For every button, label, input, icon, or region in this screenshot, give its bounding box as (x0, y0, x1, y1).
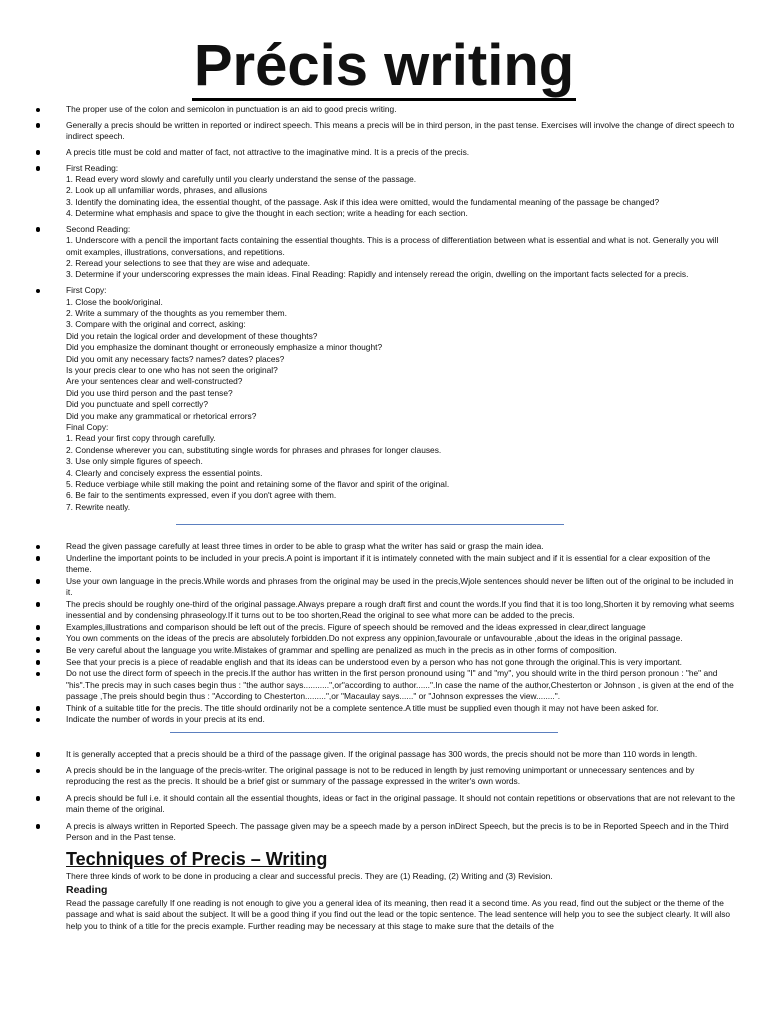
list-item-text: The precis should be roughly one-third of the original passage.Always prepare a rough draft first and count the words.If you find that it is too long,Shorten it by removing what seems inessential and by condensing phraseology.If it turns out to be too shorten,Read the original to see what more can be added to the precis. (66, 598, 735, 621)
section-divider (170, 732, 558, 733)
list-item (30, 633, 736, 644)
list-item-text: 3. Identify the dominating idea, the essential thought, of the passage. Ask if this idea were omitted, would the fundamental meaning of the passage be changed? (66, 196, 660, 207)
list-item (30, 765, 736, 788)
list-item-text: 1. Close the book/original. (66, 296, 163, 307)
list-item-text: The proper use of the colon and semicolon in punctuation is an aid to good precis writing. (66, 104, 397, 114)
list-item-text: 2. Look up all unfamiliar words, phrases, and allusions (66, 185, 268, 196)
list-item-text: 2. Reread your selections to see that they are wise and adequate. (66, 258, 310, 269)
list-item-text: Did you make any grammatical or rhetorical errors? (66, 410, 257, 421)
list-item-text: A precis should be full i.e. it should contain all the essential thoughts, ideas or fact in the original passage. It should not contain repetitions or observations that are not relevant to the main theme of the original. (66, 792, 736, 815)
list-item (30, 599, 736, 622)
reading-subheading: Reading (66, 883, 108, 896)
list-item-text: Are your sentences clear and well-constructed? (66, 376, 243, 387)
list-item-text: 7. Rewrite neatly. (66, 501, 131, 512)
list-item-text: 2. Condense wherever you can, substituting single words for phrases and phrases for longer clauses. (66, 444, 442, 455)
list-item (30, 576, 736, 599)
list-item-text: 4. Determine what emphasis and space to give the thought in each section; write a heading for each section. (66, 208, 468, 219)
techniques-heading: Techniques of Precis – Writing (66, 848, 328, 869)
bullet-list-guidelines (30, 104, 736, 513)
list-item (30, 622, 736, 633)
list-item (30, 120, 736, 143)
reading-paragraph: Read the passage carefully If one reading is not enough to give you a general idea of its meaning, then read it a second time. As you read, find out the subject or the theme of the passage and what is said about the subject. It will be a good thing if you find out the lead or the topic sentence. The lead sentence will help you to see the subject clearly. It will also help you to think of a title for the precis example. Further reading may be necessary at this stage to make sure that the details of the (66, 897, 731, 931)
list-item-text: 6. Be fair to the sentiments expressed, even if you don't agree with them. (66, 490, 337, 501)
list-item (30, 749, 736, 760)
list-item (30, 793, 736, 816)
list-item-text: Indicate the number of words in your precis at its end. (66, 714, 265, 725)
list-item-text: Do not use the direct form of speech in the precis.If the author has written in the first person pronound using "I" and "my", you should write in the third person pronoun : "he" and "his".The precis may in such cases begin thus : "the author says...........",or"according to author......".In case the name of the author,Chesterton or Johnson , is given at the end of the passage ,The preis should begin thus : "According to Chesterton.........",or "Macaulay says......" or "Johnson expresses the view........". (66, 668, 734, 702)
list-item-text: 3. Use only simple figures of speech. (66, 456, 203, 467)
list-item (30, 645, 736, 656)
bullet-list-principles (30, 749, 736, 844)
list-item-text: 4. Clearly and concisely express the essential points. (66, 467, 263, 478)
list-item (30, 553, 736, 576)
list-item-text: Final Copy: (66, 422, 109, 433)
list-item-text: A precis is always written in Reported Speech. The passage given may be a speech made by a person inDirect Speech, but the precis is to be in Reported Speech and in the Third Person and in the Past tense. (66, 820, 729, 843)
list-item-text: Underline the important points to be included in your precis.A point is important if it is intimately conneted with the main subject and if it is essential for a clear exposition of the theme. (66, 552, 711, 575)
list-item (30, 703, 736, 714)
list-item-first-reading (30, 163, 736, 220)
list-item-first-copy (30, 285, 736, 513)
list-item-text: 5. Reduce verbiage while still making the point and retaining some of the flavor and spirit of the original. (66, 479, 450, 490)
list-item-text: Did you emphasize the dominant thought or erroneously emphasize a minor thought? (66, 342, 383, 353)
list-item (30, 821, 736, 844)
list-item-text: Did you punctuate and spell correctly? (66, 399, 208, 410)
list-item-text: A precis should be in the language of the precis-writer. The original passage is not to be reduced in length by just removing unimportant or unnecessary sentences and by reproducing the rest as the precis. It should be a brief gist or summary of the passage expressed in the writer's own words. (66, 765, 695, 787)
list-item (30, 147, 736, 158)
techniques-intro: There three kinds of work to be done in producing a clear and successful precis. They are (1) Reading, (2) Writing and (3) Revision. (66, 870, 553, 881)
list-item-text: Think of a suitable title for the precis. The title should ordinarily not be a complete sentence.A title must be supplied even though it may not have been asked for. (66, 702, 659, 713)
list-item (30, 541, 736, 552)
list-item-text: Use your own language in the precis.While words and phrases from the original may be used in the precis,Wjole sentences should never be liften out of the original to be included in it. (66, 575, 734, 598)
list-item-text: First Reading: (66, 162, 119, 173)
list-item-text: Did you omit any necessary facts? names? dates? places? (66, 353, 285, 364)
list-item-text: Read the given passage carefully at least three times in order to be able to grasp what the writer has said or grasp the main idea. (66, 541, 544, 552)
list-item-text: See that your precis is a piece of readable english and that its ideas can be understood even by a person who has not gone through the original.This is very important. (66, 656, 682, 667)
bullet-list-rules (30, 541, 736, 725)
list-item-text: It is generally accepted that a precis should be a third of the passage given. If the original passage has 300 words, the precis should not be more than 110 words in length. (66, 748, 698, 759)
list-item-text: 1. Underscore with a pencil the important facts containing the essential thoughts. This is a process of differentiation between what is essential and what is not. Generally you will omit examples, illustrations, conversations, and repetitions. (66, 235, 719, 257)
list-item-text: 1. Read every word slowly and carefully until you clearly understand the sense of the passage. (66, 173, 417, 184)
list-item-text: Did you retain the logical order and development of these thoughts? (66, 330, 318, 341)
list-item-text: 3. Compare with the original and correct, asking: (66, 319, 246, 330)
list-item (30, 657, 736, 668)
section-divider (176, 524, 564, 525)
list-item-text: 2. Write a summary of the thoughts as you remember them. (66, 307, 287, 318)
list-item-text: Is your precis clear to one who has not seen the original? (66, 365, 278, 376)
list-item (30, 668, 736, 702)
list-item-text: Be very careful about the language you write.Mistakes of grammar and spelling are penalized as much in the precis as in other forms of composition. (66, 645, 617, 656)
list-item-text: First Copy: (66, 285, 107, 296)
list-item-text: 1. Read your first copy through carefully. (66, 433, 216, 444)
list-item (30, 104, 736, 115)
list-item-text: Examples,illustrations and comparison should be left out of the precis. Figure of speech should be removed and the ideas expressed in clear,direct language (66, 621, 646, 632)
list-item (30, 714, 736, 725)
document-body (30, 104, 736, 932)
list-item-text: Second Reading: (66, 223, 131, 234)
list-item-text: Generally a precis should be written in reported or indirect speech. This means a precis will be in third person, in the past tense. Exercises will involve the change of direct speech to indirect speech. (66, 119, 735, 142)
list-item-text: A precis title must be cold and matter of fact, not attractive to the imaginative mind. It is a precis of the precis. (66, 146, 470, 157)
list-item-text: Did you use third person and the past tense? (66, 387, 233, 398)
list-item-text: You own comments on the ideas of the precis are absolutely forbidden.Do not express any oppinion,favourale or unfavourable ,about the ideas in the original passage. (66, 633, 683, 644)
list-item-second-reading (30, 224, 736, 281)
list-item-text: 3. Determine if your underscoring expresses the main ideas. Final Reading: Rapidly and intensely reread the origin, dwelling on the important facts selected for a precis. (66, 269, 689, 280)
page-title (0, 30, 768, 102)
page-title-text: Précis writing (192, 33, 576, 101)
